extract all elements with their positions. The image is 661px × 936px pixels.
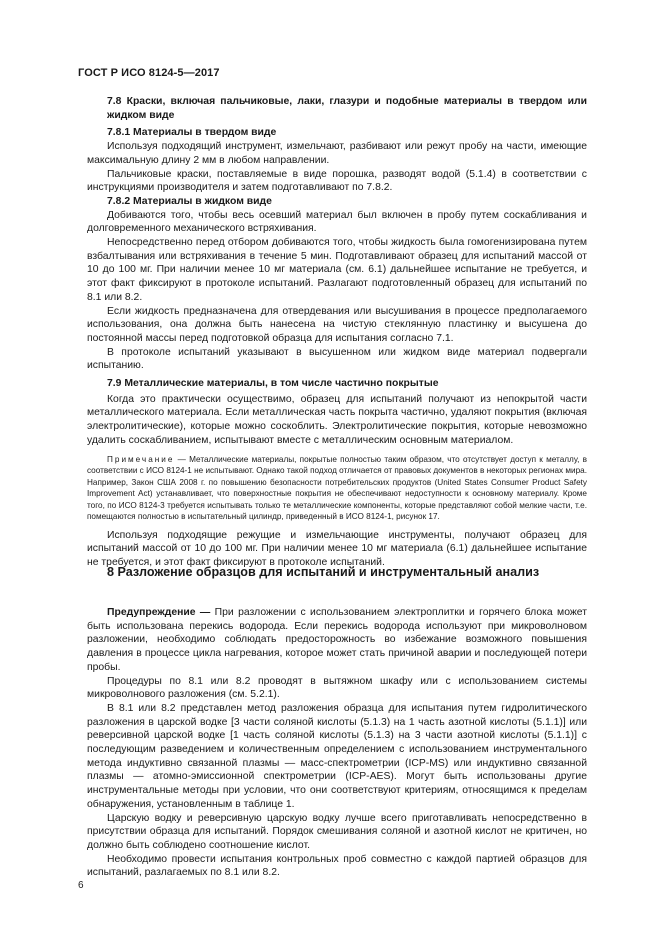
- paragraph: В 8.1 или 8.2 представлен метод разложения образца для испытания путем гидролитического разложения в царской водке [3 части соляной кислоты (5.1.3) на 1 часть азотной кислоты (5.1.1)] или реверсивной царской водке [1 часть соляной кислоты (5.1.3) на 3 части азотной кислоты (5.1.1)] с последующим разведением и количественным определением с использованием инструментального метода индуктивно связанной плазмы — масс-спектрометрии (ICP-MS) или индуктивно связанной плазмы — атомно-эмиссионной спектрометрии (ICP-AES). Могут быть использованы другие инструментальные методы при условии, что они соответствуют критериям, относящимся к пределам обнаружения, установленным в таблице 1.: [87, 702, 587, 810]
- paragraph: Царскую водку и реверсивную царскую водку лучше всего приготавливать непосредственно в присутствии образца для испытаний. Порядок смешивания соляной и азотной кислот не критичен, но должно быть соблюдено соотношение кислот.: [87, 812, 587, 851]
- warning-label: Предупреждение —: [107, 607, 211, 618]
- paragraph: Когда это практически осуществимо, образец для испытаний получают из непокрытой части металлического материала. Если металлическая часть покрыта частично, удаляют покрытия (включая электролитические), которые можно соскоблить. Электролитические покрытия, которые невозможно удалить соскабливанием, испытывают вместе с металлическим основным материалом.: [87, 393, 587, 446]
- paragraph: Используя подходящие режущие и измельчающие инструменты, получают образец для испытаний массой от 10 до 100 мг. При наличии менее 10 мг материала (6.1) дальнейшее испытание не требуется, и этот факт фиксируют в протоколе испытаний.: [87, 529, 587, 568]
- paragraph: Необходимо провести испытания контрольных проб совместно с каждой партией образцов для испытаний, разлагаемых по 8.1 или 8.2.: [87, 853, 587, 879]
- warning-paragraph: [87, 606, 587, 675]
- note-text: — Металлические материалы, покрытые полностью таким образом, что отсутствует доступ к металлу, в соответствии с ИСО 8124-1 не испытывают. Однако такой подход отличается от правовых документов в некоторых регионах мира. Например, Закон США 2008 г. по повышению безопасности потребительских продуктов (United States Consumer Product Safety Improvement Act) устанавливает, что поверхностные покрытия не обеспечивают недоступности к основному материалу. Кроме того, по ИСО 8124-3 требуется испытывать только те металлические компоненты, которые представляют собой мелкие части, т.е. помещаются полностью в испытательный цилиндр, приведенный в ИСО 8124-1, рисунок 17.: [87, 454, 587, 522]
- page-number: 6: [78, 880, 84, 891]
- paragraph: Пальчиковые краски, поставляемые в виде порошка, разводят водой (5.1.4) в соответствии с инструкциями производителя и затем подготавливают по 7.8.2.: [87, 168, 587, 194]
- paragraph: Непосредственно перед отбором добиваются того, чтобы жидкость была гомогенизирована путем взбалтывания или встряхивания в течение 5 мин. Подготавливают образец для испытаний массой от 10 до 100 мг. При наличии менее 10 мг материала (см. 6.1) дальнейшее испытание не требуется, и этот факт фиксируют в протоколе испытаний. Разлагают подготовленный образец для испытаний по 8.1 или 8.2.: [87, 237, 587, 303]
- note-label: Примечание: [107, 454, 175, 464]
- paragraph: Используя подходящий инструмент, измельчают, разбивают или режут пробу на части, имеющие максимальную длину 2 мм в любом направлении.: [87, 141, 587, 166]
- warning-text: При разложении с использованием электроплитки и горячего блока может быть использована перекись водорода. Если перекись водорода используют при микроволновом разложении, необходимо соблюдать предосторожность во избежание возможного повышения давления в процессе цикла нагревания, которое может стать причиной аварии и последующей потери пробы.: [87, 607, 587, 673]
- section-7-8-2-heading: 7.8.2 Материалы в жидком виде: [107, 195, 272, 207]
- section-7-8-1-heading: 7.8.1 Материалы в твердом виде: [107, 127, 277, 139]
- paragraph: Если жидкость предназначена для отвердевания или высушивания в процессе предполагаемого использования, она должна быть нанесена на чистую стеклянную пластинку и высушена до постоянной массы перед подготовкой образца для испытания согласно 7.1.: [87, 305, 587, 344]
- section-7-9-heading: 7.9 Металлические материалы, в том числе частично покрытые: [107, 378, 439, 390]
- paragraph: В протоколе испытаний указывают в высушенном или жидком виде материал подвергали испытанию.: [87, 346, 587, 372]
- paragraph: Процедуры по 8.1 или 8.2 проводят в вытяжном шкафу или с использованием системы микроволнового разложения (см. 5.2.1).: [87, 675, 587, 701]
- document-header: ГОСТ Р ИСО 8124-5—2017: [78, 67, 220, 79]
- section-8-title: 8 Разложение образцов для испытаний и инструментальный анализ: [107, 565, 540, 579]
- section-7-8-heading: 7.8 Краски, включая пальчиковые, лаки, глазури и подобные материалы в твердом или жидком виде: [107, 96, 587, 121]
- note-paragraph: [87, 454, 587, 523]
- section-7-8-block: [87, 95, 587, 570]
- paragraph: Добиваются того, чтобы весь осевший материал был включен в пробу путем соскабливания и долговременного механического встряхивания.: [87, 209, 587, 235]
- note-block: [87, 454, 587, 523]
- section-8-block: [87, 606, 587, 880]
